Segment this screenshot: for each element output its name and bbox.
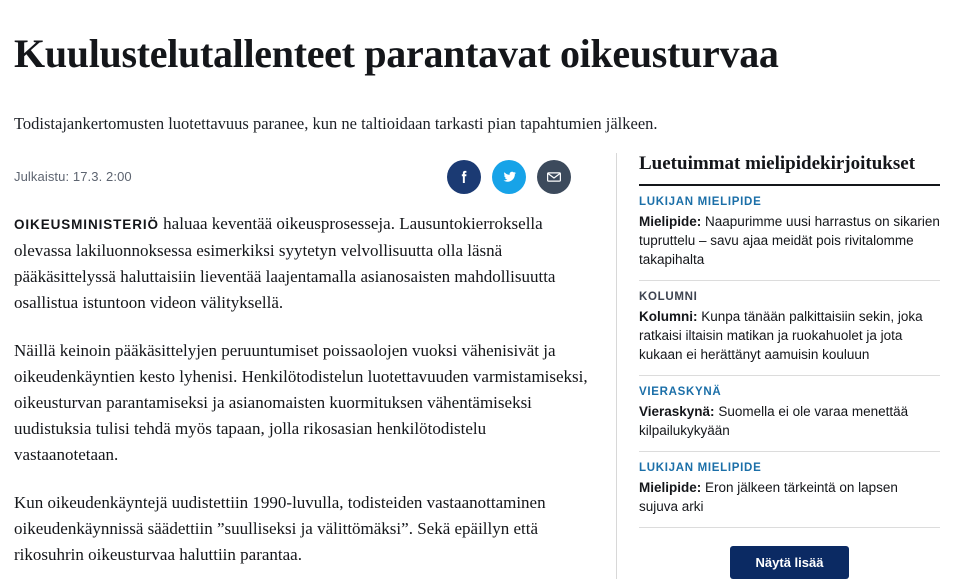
show-more-wrapper	[639, 528, 940, 579]
item-label: Mielipide:	[639, 213, 702, 229]
list-item[interactable]	[639, 186, 940, 281]
twitter-icon	[500, 167, 519, 186]
most-read-sidebar	[616, 153, 940, 579]
item-body: Suomella ei ole varaa menettää kilpailukykyään	[639, 403, 909, 438]
page-title: Kuulustelutallenteet parantavat oikeusturvaa	[14, 30, 779, 76]
article-standfirst: Todistajankertomusten luotettavuus paranee, kun ne taltioidaan tarkasti pian tapahtumien jälkeen.	[14, 113, 658, 133]
email-icon	[545, 168, 563, 186]
share-bar	[447, 160, 571, 194]
article-page	[0, 27, 954, 587]
lead-dropcap-text: OIKEUSMINISTERIÖ	[14, 216, 159, 232]
item-label: Kolumni:	[639, 308, 698, 324]
publish-timestamp: Julkaistu: 17.3. 2:00	[14, 169, 132, 185]
article-paragraph-1	[14, 211, 589, 316]
sidebar-title: Luetuimmat mielipidekirjoitukset	[639, 153, 940, 186]
list-item[interactable]	[639, 281, 940, 376]
article-main-column	[14, 153, 589, 587]
article-paragraph-1-text: haluaa keventää oikeusprosesseja. Lausuntokierroksella olevassa lakiluonnoksessa esimerkiksi syytetyn velvollisuutta olla läsnä pääkäsittelyssä haluttaisiin lieventää laajentamalla asianosaisten mahdollisuutta osallistua istuntoon videon välityksellä.	[14, 213, 556, 312]
show-more-button[interactable]: Näytä lisää	[730, 546, 850, 579]
item-kicker: KOLUMNI	[639, 290, 698, 303]
article-paragraph-3: Kun oikeudenkäyntejä uudistettiin 1990-luvulla, todisteiden vastaanottaminen oikeudenkäynnissä säädettiin ”suulliseksi ja välittömäksi”. Sekä epäillyn että rikosuhrin oikeusturvaa haluttiin parantaa.	[14, 492, 546, 564]
list-item[interactable]	[639, 452, 940, 528]
twitter-share-button[interactable]	[492, 160, 526, 194]
item-label: Vieraskynä:	[639, 403, 715, 419]
item-body: Kunpa tänään palkittaisiin sekin, joka ratkaisi iltaisin matikan ja ruokahuolet ja jota kukaan ei herättänyt aamuisin kouluun	[639, 308, 923, 362]
item-text	[639, 402, 940, 440]
meta-row	[14, 153, 589, 201]
item-text	[639, 478, 940, 516]
item-text	[639, 307, 940, 364]
item-body: Eron jälkeen tärkeintä on lapsen sujuva arki	[639, 479, 898, 514]
item-kicker: LUKIJAN MIELIPIDE	[639, 461, 762, 474]
item-label: Mielipide:	[639, 479, 702, 495]
article-paragraph-2: Näillä keinoin pääkäsittelyjen peruuntumiset poissaolojen vuoksi vähenisivät ja oikeudenkäyntien kesto lyhenisi. Henkilötodistelun luotettavuuden varmistamiseksi, oikeusturvan parantamiseksi ja asianomaisten kuormituksen vähentämiseksi uudistuksia tulisi tehdä myös tapaan, jolla rikosasian henkilötodistelu vastaanotetaan.	[14, 340, 588, 464]
email-share-button[interactable]	[537, 160, 571, 194]
item-kicker: LUKIJAN MIELIPIDE	[639, 195, 762, 208]
content-columns	[0, 153, 954, 587]
list-item[interactable]	[639, 376, 940, 452]
item-kicker: VIERASKYNÄ	[639, 385, 722, 398]
article-body	[14, 201, 589, 568]
item-text	[639, 212, 940, 269]
item-body: Naapurimme uusi harrastus on sikarien tupruttelu – savu ajaa meidät pois rivitalomme takapihalta	[639, 213, 940, 267]
facebook-icon	[455, 168, 473, 186]
facebook-share-button[interactable]	[447, 160, 481, 194]
